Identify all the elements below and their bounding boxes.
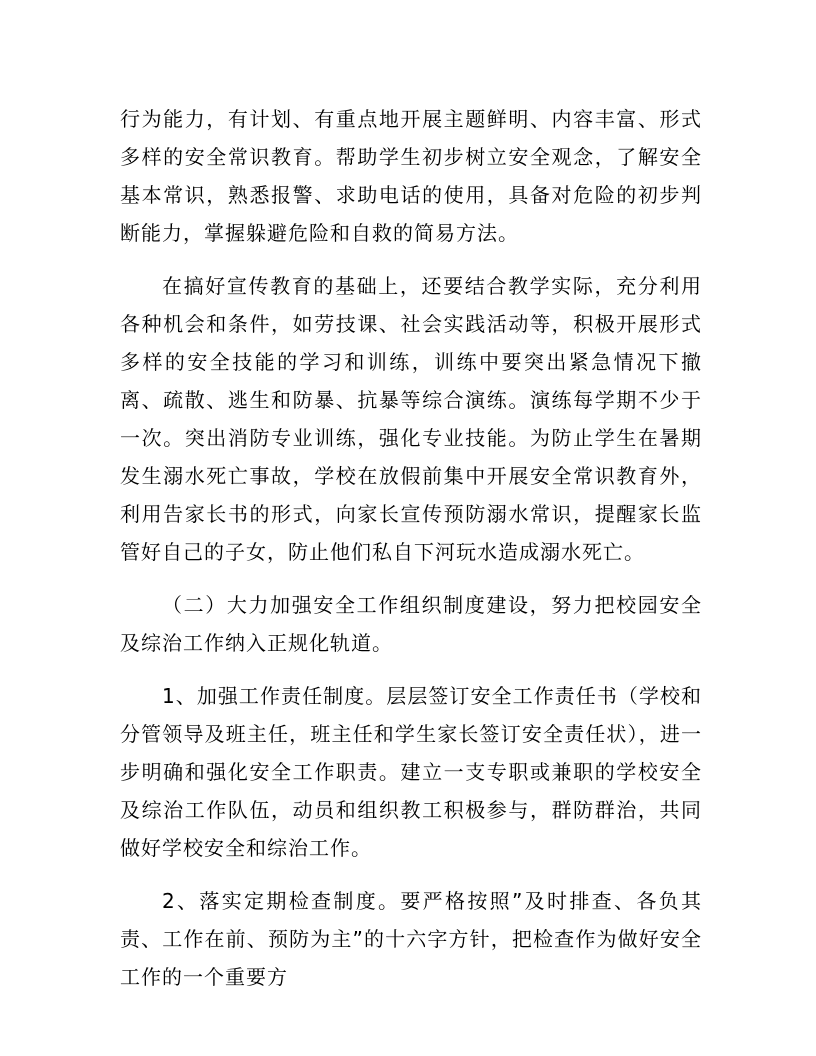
- document-body: [120, 100, 702, 996]
- paragraph-skills-training: 在搞好宣传教育的基础上，还要结合教学实际，充分利用各种机会和条件，如劳技课、社会实践活动等，积极开展形式多样的安全技能的学习和训练，训练中要突出紧急情况下撤离、疏散、逃生和防暴、抗暴等综合演练。演练每学期不少于一次。突出消防专业训练，强化专业技能。为防止学生在暑期发生溺水死亡事故，学校在放假前集中开展安全常识教育外，利用告家长书的形式，向家长宣传预防溺水常识，提醒家长监管好自己的子女，防止他们私自下河玩水造成溺水死亡。: [120, 274, 702, 564]
- paragraph-inspection-system: 2、落实定期检查制度。要严格按照”及时排查、各负其责、工作在前、预防为主”的十六字方针，把检查作为做好安全工作的一个重要方: [120, 889, 702, 989]
- paragraph-safety-education: 行为能力，有计划、有重点地开展主题鲜明、内容丰富、形式多样的安全常识教育。帮助学生初步树立安全观念，了解安全基本常识，熟悉报警、求助电话的使用，具备对危险的初步判断能力，掌握躲避危险和自救的简易方法。: [120, 107, 702, 245]
- paragraph-responsibility-system: 1、加强工作责任制度。层层签订安全工作责任书（学校和分管领导及班主任，班主任和学生家长签订安全责任状），进一步明确和强化安全工作职责。建立一支专职或兼职的学校安全及综治工作队伍，动员和组织教工积极参与，群防群治，共同做好学校安全和综治工作。: [120, 684, 702, 860]
- section-heading-organization: （二）大力加强安全工作组织制度建设，努力把校园安全及综治工作纳入正规化轨道。: [120, 593, 702, 655]
